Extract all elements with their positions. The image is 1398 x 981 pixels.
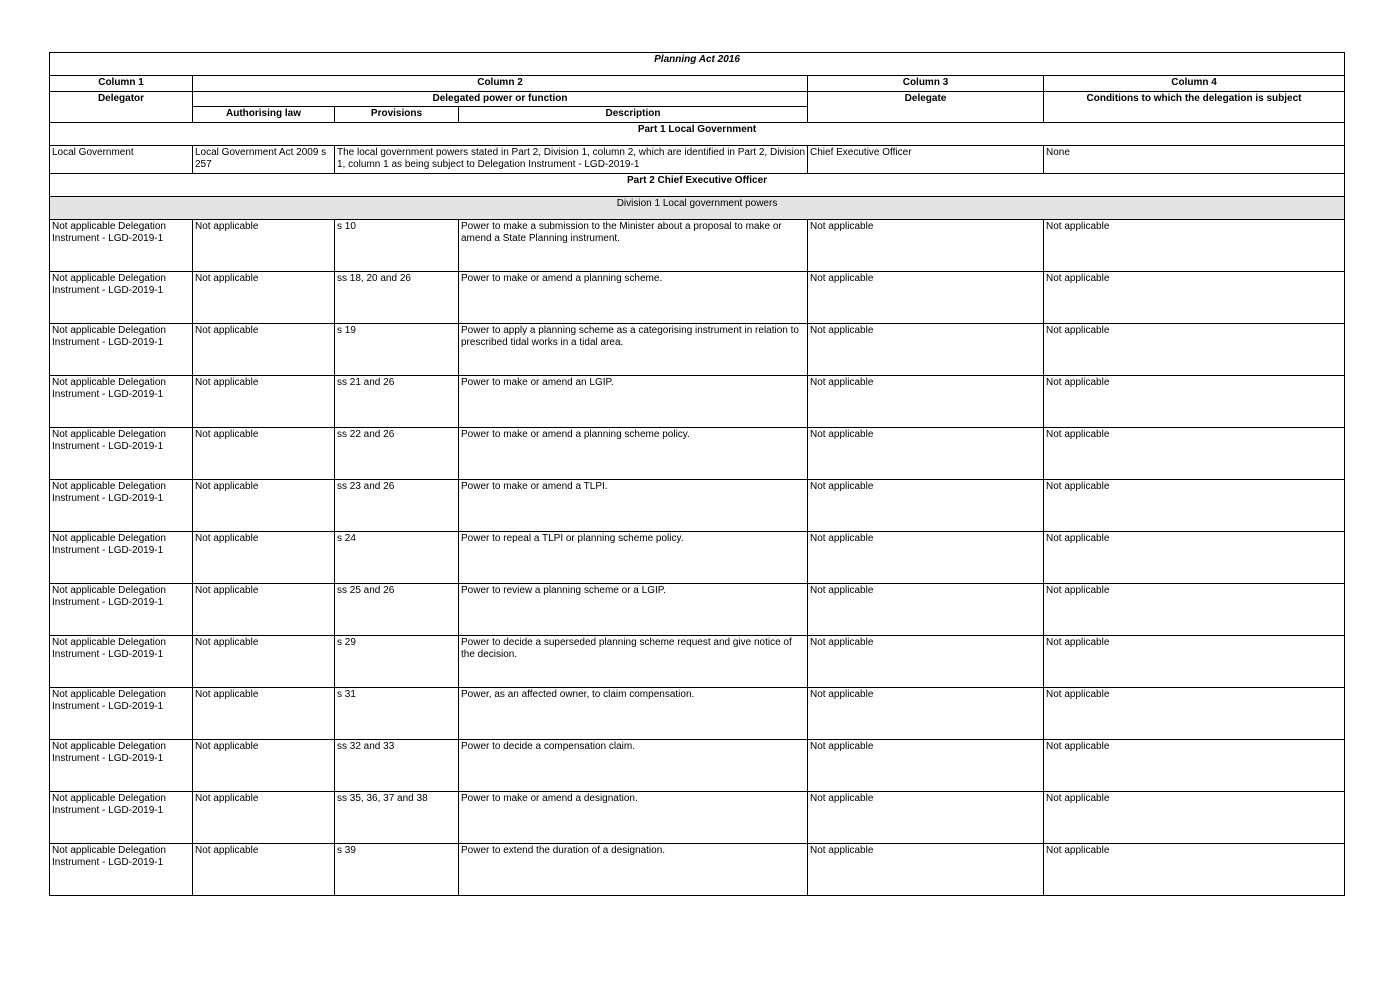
delegator-cell: Not applicable Delegation Instrument - LGD-2019-1	[50, 427, 193, 479]
provisions-cell: s 24	[335, 531, 459, 583]
authorising-law-cell: Local Government Act 2009 s 257	[193, 145, 335, 173]
division-1-heading: Division 1 Local government powers	[50, 196, 1345, 219]
description-cell: Power to review a planning scheme or a LGIP.	[459, 583, 808, 635]
page-title: Planning Act 2016	[50, 53, 1345, 76]
description-cell: The local government powers stated in Part 2, Division 1, column 2, which are identified in Part 2, Division 1, column 1 as being subject to Delegation Instrument - LGD-2019-1	[335, 145, 808, 173]
column-1-header: Column 1	[50, 76, 193, 92]
table-row	[50, 531, 1345, 583]
description-cell: Power to decide a compensation claim.	[459, 739, 808, 791]
conditions-cell: Not applicable	[1044, 843, 1345, 895]
description-cell: Power to make or amend a planning scheme policy.	[459, 427, 808, 479]
authorising-law-cell: Not applicable	[193, 479, 335, 531]
delegate-cell: Not applicable	[808, 375, 1044, 427]
authorising-law-cell: Not applicable	[193, 323, 335, 375]
conditions-cell: Not applicable	[1044, 635, 1345, 687]
description-cell: Power to make or amend a designation.	[459, 791, 808, 843]
authorising-law-cell: Not applicable	[193, 687, 335, 739]
provisions-cell: ss 25 and 26	[335, 583, 459, 635]
delegated-power-header: Delegated power or function	[193, 91, 808, 107]
conditions-cell: None	[1044, 145, 1345, 173]
provisions-cell: ss 32 and 33	[335, 739, 459, 791]
delegate-cell: Chief Executive Officer	[808, 145, 1044, 173]
delegate-cell: Not applicable	[808, 635, 1044, 687]
provisions-cell: s 29	[335, 635, 459, 687]
table-row	[50, 687, 1345, 739]
conditions-cell: Not applicable	[1044, 687, 1345, 739]
table-row	[50, 427, 1345, 479]
provisions-cell: ss 35, 36, 37 and 38	[335, 791, 459, 843]
conditions-cell: Not applicable	[1044, 739, 1345, 791]
conditions-cell: Not applicable	[1044, 583, 1345, 635]
provisions-cell: s 19	[335, 323, 459, 375]
authorising-law-cell: Not applicable	[193, 739, 335, 791]
authorising-law-cell: Not applicable	[193, 843, 335, 895]
description-cell: Power, as an affected owner, to claim compensation.	[459, 687, 808, 739]
delegate-cell: Not applicable	[808, 427, 1044, 479]
description-header: Description	[459, 107, 808, 123]
delegator-cell: Not applicable Delegation Instrument - LGD-2019-1	[50, 323, 193, 375]
delegator-cell: Not applicable Delegation Instrument - LGD-2019-1	[50, 687, 193, 739]
table-row	[50, 635, 1345, 687]
authorising-law-cell: Not applicable	[193, 375, 335, 427]
authorising-law-cell: Not applicable	[193, 583, 335, 635]
delegate-cell: Not applicable	[808, 583, 1044, 635]
table-row	[50, 583, 1345, 635]
column-2-header: Column 2	[193, 76, 808, 92]
delegator-header: Delegator	[50, 91, 193, 122]
part-2-heading: Part 2 Chief Executive Officer	[50, 173, 1345, 196]
conditions-cell: Not applicable	[1044, 375, 1345, 427]
delegator-cell: Not applicable Delegation Instrument - LGD-2019-1	[50, 635, 193, 687]
authorising-law-cell: Not applicable	[193, 271, 335, 323]
delegate-cell: Not applicable	[808, 739, 1044, 791]
description-cell: Power to extend the duration of a designation.	[459, 843, 808, 895]
table-row	[50, 375, 1345, 427]
delegator-cell: Not applicable Delegation Instrument - LGD-2019-1	[50, 375, 193, 427]
table-row	[50, 791, 1345, 843]
conditions-cell: Not applicable	[1044, 479, 1345, 531]
provisions-cell: ss 22 and 26	[335, 427, 459, 479]
authorising-law-cell: Not applicable	[193, 635, 335, 687]
delegation-table	[49, 52, 1345, 896]
provisions-cell: s 31	[335, 687, 459, 739]
provisions-cell: ss 18, 20 and 26	[335, 271, 459, 323]
delegate-cell: Not applicable	[808, 479, 1044, 531]
authorising-law-cell: Not applicable	[193, 531, 335, 583]
authorising-law-cell: Not applicable	[193, 427, 335, 479]
provisions-cell: s 10	[335, 219, 459, 271]
column-4-header: Column 4	[1044, 76, 1345, 92]
delegator-cell: Not applicable Delegation Instrument - LGD-2019-1	[50, 791, 193, 843]
delegator-cell: Not applicable Delegation Instrument - LGD-2019-1	[50, 583, 193, 635]
conditions-cell: Not applicable	[1044, 271, 1345, 323]
delegator-cell: Not applicable Delegation Instrument - LGD-2019-1	[50, 531, 193, 583]
conditions-header: Conditions to which the delegation is subject	[1044, 91, 1345, 122]
table-row	[50, 219, 1345, 271]
provisions-cell: ss 21 and 26	[335, 375, 459, 427]
delegate-cell: Not applicable	[808, 687, 1044, 739]
conditions-cell: Not applicable	[1044, 219, 1345, 271]
delegate-cell: Not applicable	[808, 219, 1044, 271]
description-cell: Power to make or amend a planning scheme.	[459, 271, 808, 323]
delegate-cell: Not applicable	[808, 791, 1044, 843]
delegator-cell: Not applicable Delegation Instrument - LGD-2019-1	[50, 479, 193, 531]
conditions-cell: Not applicable	[1044, 427, 1345, 479]
delegate-header: Delegate	[808, 91, 1044, 122]
delegator-cell: Not applicable Delegation Instrument - LGD-2019-1	[50, 219, 193, 271]
conditions-cell: Not applicable	[1044, 323, 1345, 375]
delegate-cell: Not applicable	[808, 323, 1044, 375]
delegate-cell: Not applicable	[808, 843, 1044, 895]
provisions-header: Provisions	[335, 107, 459, 123]
conditions-cell: Not applicable	[1044, 531, 1345, 583]
description-cell: Power to make or amend an LGIP.	[459, 375, 808, 427]
description-cell: Power to make a submission to the Minister about a proposal to make or amend a State Planning instrument.	[459, 219, 808, 271]
conditions-cell: Not applicable	[1044, 791, 1345, 843]
authorising-law-header: Authorising law	[193, 107, 335, 123]
column-3-header: Column 3	[808, 76, 1044, 92]
table-row	[50, 739, 1345, 791]
provisions-cell: ss 23 and 26	[335, 479, 459, 531]
description-cell: Power to make or amend a TLPI.	[459, 479, 808, 531]
table-row	[50, 323, 1345, 375]
description-cell: Power to decide a superseded planning scheme request and give notice of the decision.	[459, 635, 808, 687]
delegate-cell: Not applicable	[808, 271, 1044, 323]
description-cell: Power to repeal a TLPI or planning scheme policy.	[459, 531, 808, 583]
authorising-law-cell: Not applicable	[193, 791, 335, 843]
provisions-cell: s 39	[335, 843, 459, 895]
delegate-cell: Not applicable	[808, 531, 1044, 583]
delegator-cell: Not applicable Delegation Instrument - LGD-2019-1	[50, 843, 193, 895]
authorising-law-cell: Not applicable	[193, 219, 335, 271]
table-row	[50, 843, 1345, 895]
delegator-cell: Local Government	[50, 145, 193, 173]
delegator-cell: Not applicable Delegation Instrument - LGD-2019-1	[50, 271, 193, 323]
table-row	[50, 145, 1345, 173]
delegator-cell: Not applicable Delegation Instrument - LGD-2019-1	[50, 739, 193, 791]
table-row	[50, 479, 1345, 531]
part-1-heading: Part 1 Local Government	[50, 122, 1345, 145]
table-row	[50, 271, 1345, 323]
description-cell: Power to apply a planning scheme as a categorising instrument in relation to prescribed tidal works in a tidal area.	[459, 323, 808, 375]
